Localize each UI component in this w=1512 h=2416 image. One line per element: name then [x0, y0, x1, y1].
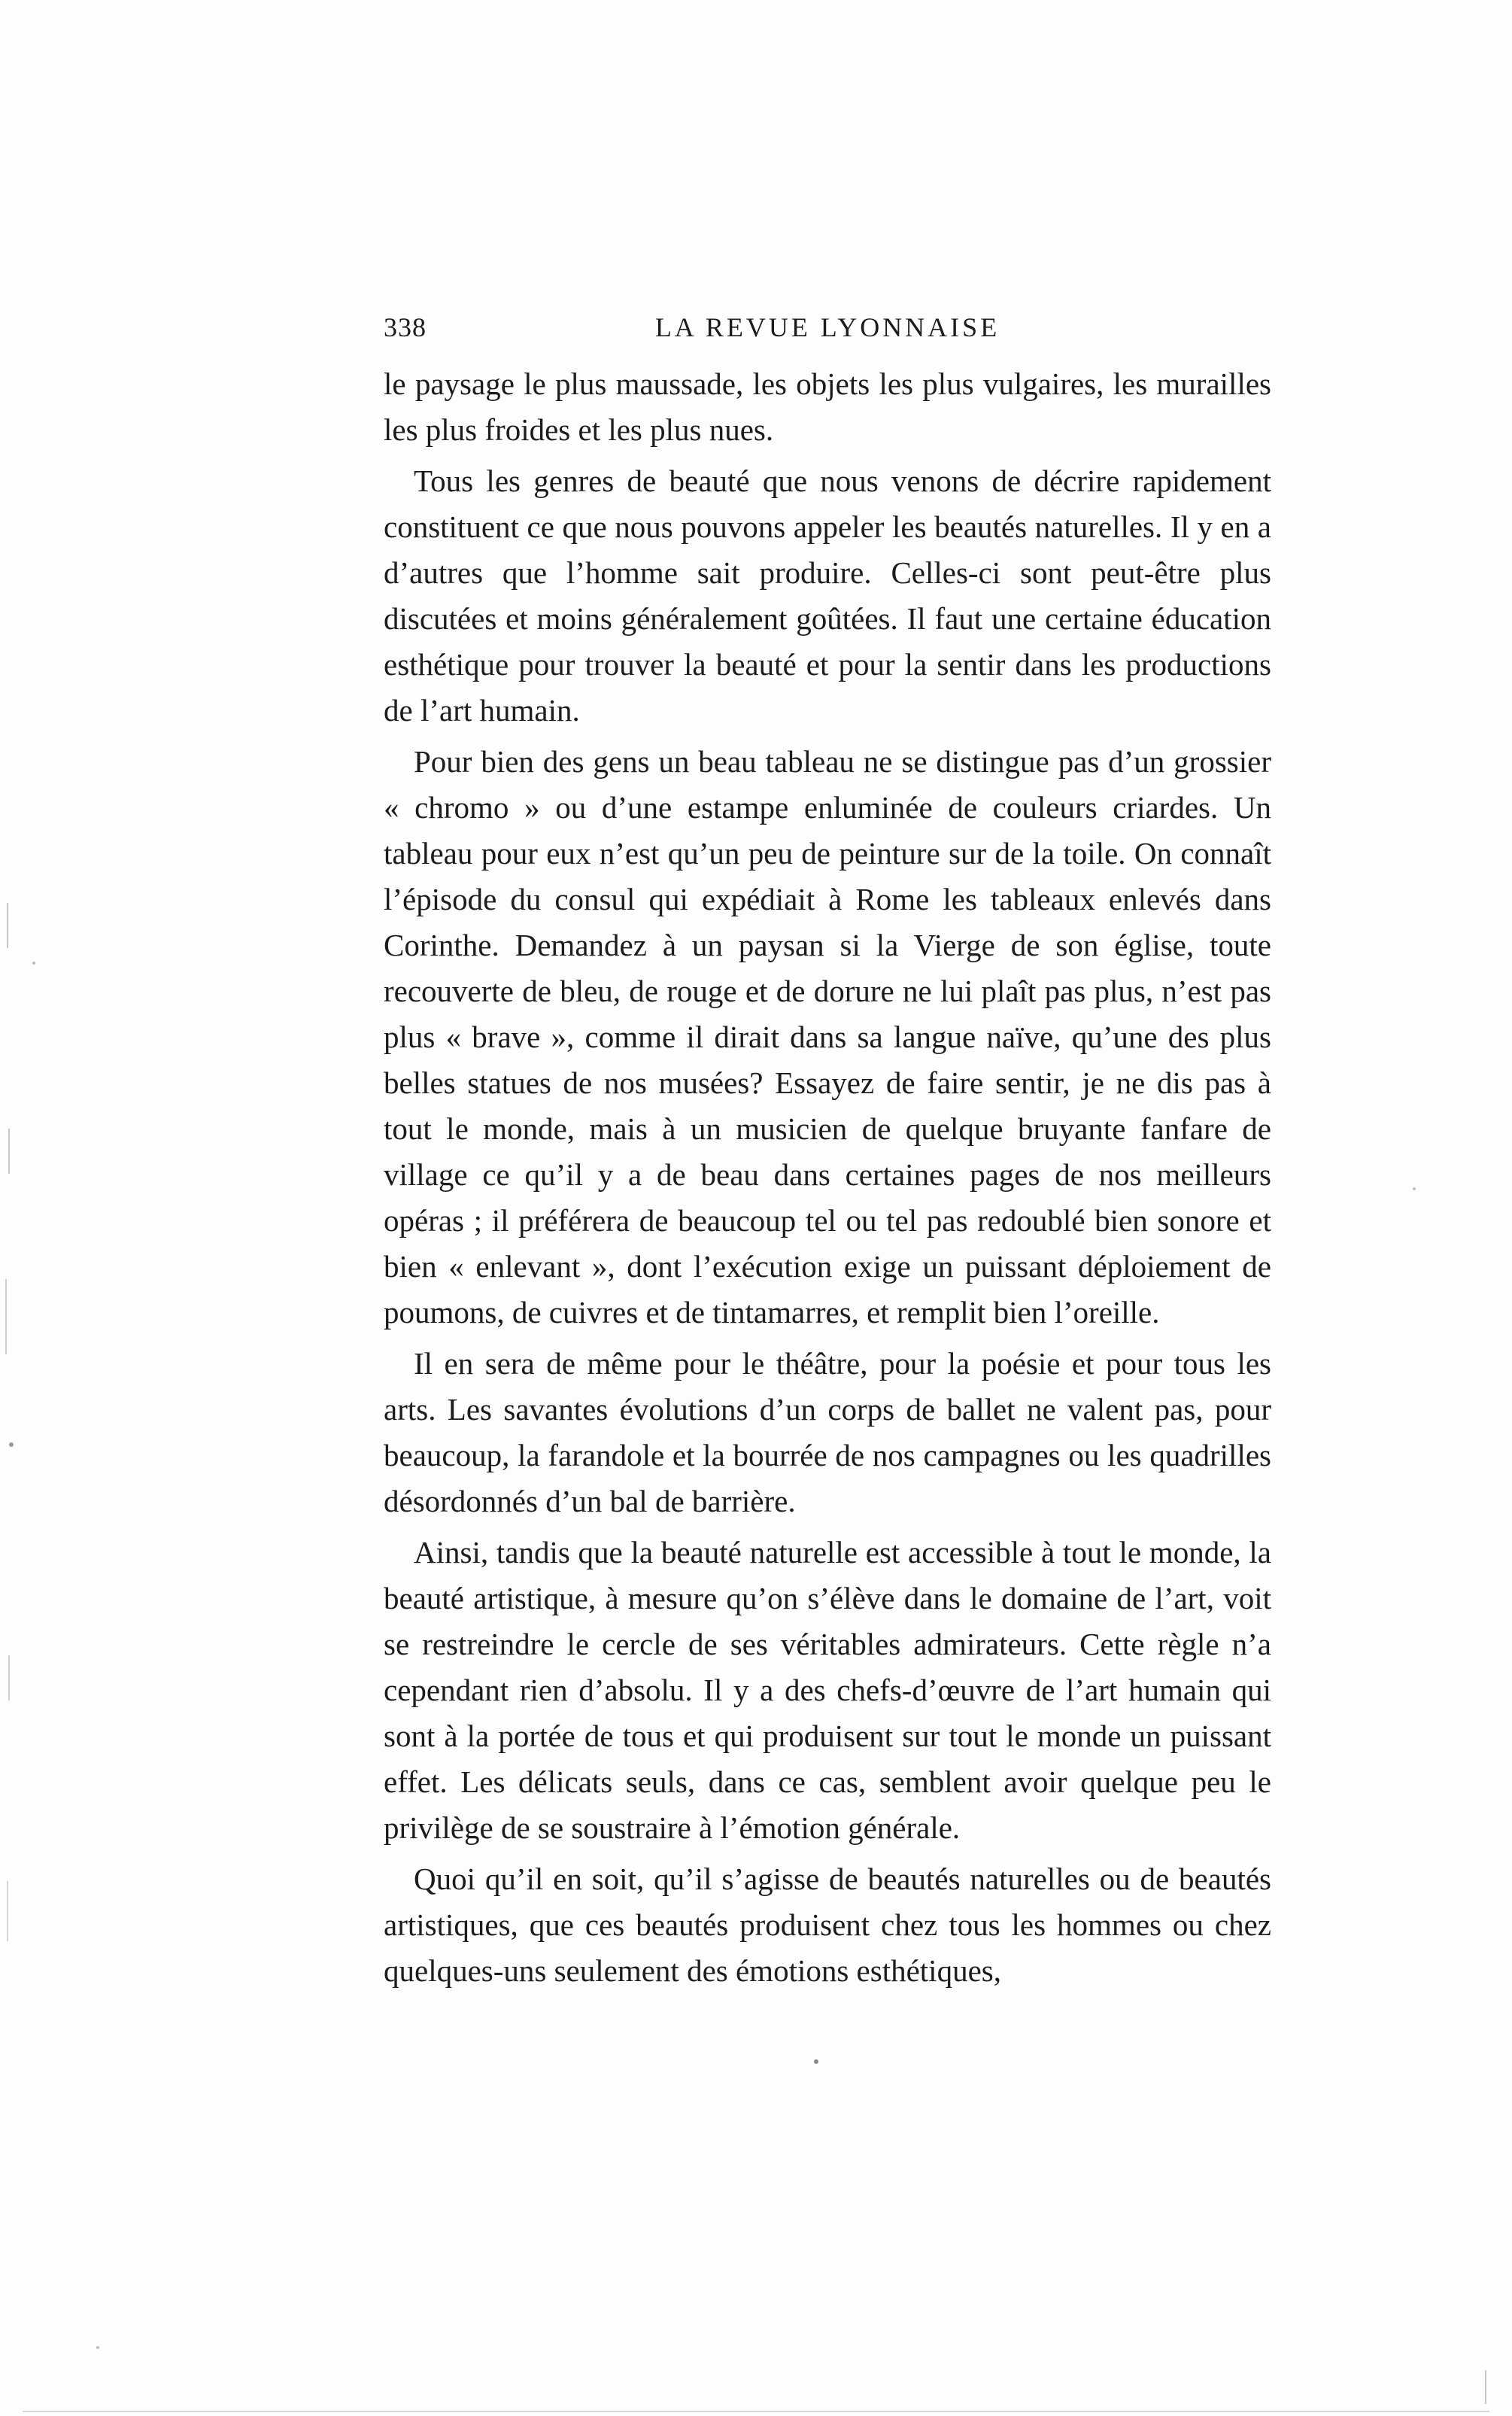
- running-title: LA REVUE LYONNAISE: [654, 312, 1000, 342]
- paragraph-artistic-beauty: Ainsi, tandis que la beauté naturelle est accessible à tout le monde, la beauté artistique, à mesure qu’on s’élève dans le domaine de l’art, voit se restreindre le cercle de ses véritables admirateurs. Cette règle n’a cependant rien d’absolu. Il y a des chefs-d’œuvre de l’art humain qui sont à la portée de tous et qui produisent sur tout le monde un puissant effet. Les délicats seuls, dans ce cas, semblent avoir quelque peu le privilège de se soustraire à l’émotion générale.: [384, 1535, 1271, 1845]
- paragraph-painting-examples: Pour bien des gens un beau tableau ne se distingue pas d’un grossier « chromo » ou d’une estampe enluminée de couleurs criardes. Un tableau pour eux n’est qu’un peu de peinture sur de la toile. On connaît l’épisode du consul qui expédiait à Rome les tableaux enlevés dans Corinthe. Demandez à un paysan si la Vierge de son église, toute recouverte de bleu, de rouge et de dorure ne lui plaît pas plus, n’est pas plus « brave », comme il dirait dans sa langue naïve, qu’une des plus belles statues de nos musées? Essayez de faire sentir, je ne dis pas à tout le monde, mais à un musicien de quelque bruyante fanfare de village ce qu’il y a de beau dans certaines pages de nos meilleurs opéras ; il préférera de beaucoup tel ou tel pas redoublé bien sonore et bien « enlevant », dont l’exécution exige un puissant déploiement de poumons, de cuivres et de tintamarres, et remplit bien l’oreille.: [384, 744, 1271, 1330]
- page-header: [384, 311, 1271, 357]
- paragraph-continuation: le paysage le plus maussade, les objets les plus vulgaires, les murailles les plus froides et les plus nues.: [384, 366, 1271, 447]
- page-number: 338: [384, 312, 427, 342]
- paragraph-theatre-arts: Il en sera de même pour le théâtre, pour la poésie et pour tous les arts. Les savantes évolutions d’un corps de ballet ne valent pas, pour beaucoup, la farandole et la bourrée de nos campagnes ou les quadrilles désordonnés d’un bal de barrière.: [384, 1346, 1271, 1518]
- paragraph-aesthetic-emotions: Quoi qu’il en soit, qu’il s’agisse de beautés naturelles ou de beautés artistiques, que ces beautés produisent chez tous les hommes ou chez quelques-uns seulement des émotions esthétiques,: [384, 1861, 1271, 1988]
- paragraph-natural-beauty: Tous les genres de beauté que nous venons de décrire rapidement constituent ce que nous pouvons appeler les beautés naturelles. Il y en a d’autres que l’homme sait produire. Celles-ci sont peut-être plus discutées et moins généralement goûtées. Il faut une certaine éducation esthétique pour trouver la beauté et pour la sentir dans les productions de l’art humain.: [384, 463, 1271, 728]
- body-text: [384, 361, 1271, 1999]
